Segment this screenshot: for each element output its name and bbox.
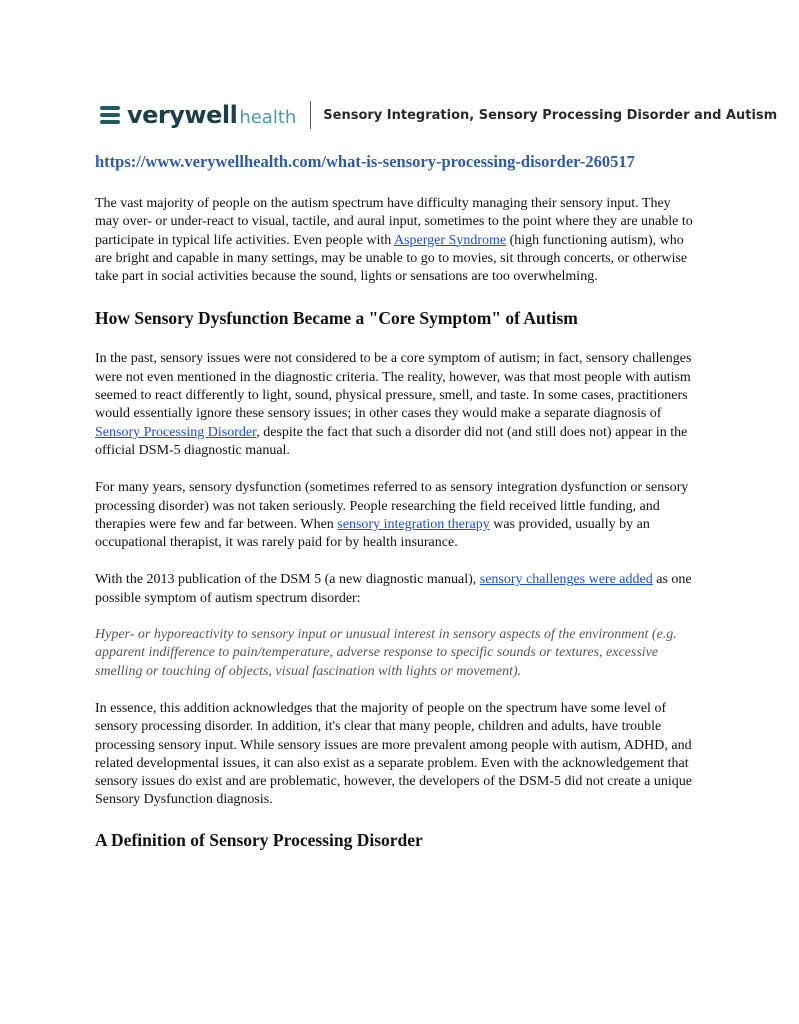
paragraph-dsm5-publication: With the 2013 publication of the DSM 5 (a new diagnostic manual), sensory challenges were added as one possible symptom of autism spectrum disorder: bbox=[95, 572, 692, 606]
sensory-processing-disorder-link[interactable]: Sensory Processing Disorder bbox=[95, 424, 257, 440]
dsm5-quote: Hyper- or hyporeactivity to sensory input or unusual interest in sensory aspects of the environment (e.g. apparent indifference to pain/temperature, adverse response to specific sounds or textures, excessive smelling or touching of objects, visual fascination with lights or movement). bbox=[95, 627, 677, 679]
logo-main-text: verywell bbox=[127, 101, 238, 129]
intro-paragraph: The vast majority of people on the autism spectrum have difficulty managing their sensory input. They may over- or under-react to visual, tactile, and aural input, sometimes to the point where they are unable to participate in typical life activities. Even people with Asperger Syndrome (high functioning autism), who are bright and capable in many settings, may be unable to go to movies, sit through concerts, or otherwise take part in social activities because the sound, lights or sensations are too overwhelming. bbox=[95, 196, 693, 285]
sensory-integration-therapy-link[interactable]: sensory integration therapy bbox=[337, 516, 490, 532]
sensory-challenges-added-link[interactable]: sensory challenges were added bbox=[479, 572, 653, 588]
paragraph-past-sensory-issues: In the past, sensory issues were not considered to be a core symptom of autism; in fact, sensory challenges were not even mentioned in the diagnostic criteria. The reality, however, was that most people with autism seemed to react differently to light, sound, physical pressure, smell, and taste. In some cases, practitioners would essentially ignore these sensory issues; in other cases they would make a separate diagnosis of Sensory Processing Disorder, despite the fact that such a disorder did not (and still does not) appear in the official DSM-5 diagnostic manual. bbox=[95, 351, 692, 458]
source-url: https://www.verywellhealth.com/what-is-sensory-processing-disorder-260517 bbox=[95, 152, 635, 171]
site-header bbox=[100, 98, 777, 132]
article-header-title: Sensory Integration, Sensory Processing Disorder and Autism bbox=[323, 107, 778, 123]
asperger-syndrome-link[interactable]: Asperger Syndrome bbox=[393, 232, 507, 248]
paragraph-many-years: For many years, sensory dysfunction (sometimes referred to as sensory integration dysfunction or sensory processing disorder) was not taken seriously. People researching the field received little funding, and therapies were few and far between. When sensory integration therapy was provided, usually by an occupational therapist, it was rarely paid for by health insurance. bbox=[95, 480, 689, 551]
logo-sub-text: health bbox=[239, 107, 297, 128]
menu-icon bbox=[100, 106, 120, 124]
header-divider bbox=[310, 101, 311, 129]
article-body bbox=[95, 195, 695, 872]
section-heading-core-symptom: How Sensory Dysfunction Became a "Core Symptom" of Autism bbox=[95, 308, 578, 329]
paragraph-in-essence: In essence, this addition acknowledges that the majority of people on the spectrum have some level of sensory processing disorder. In addition, it's clear that many people, children and adults, have trouble processing sensory input. While sensory issues are more prevalent among people with autism, ADHD, and related developmental issues, it can also exist as a separate problem. Even with the acknowledgement that sensory issues do exist and are problematic, however, the developers of the DSM-5 did not create a unique Sensory Dysfunction diagnosis. bbox=[95, 700, 692, 808]
section-heading-definition: A Definition of Sensory Processing Disorder bbox=[95, 829, 423, 850]
verywell-health-logo bbox=[127, 101, 296, 129]
